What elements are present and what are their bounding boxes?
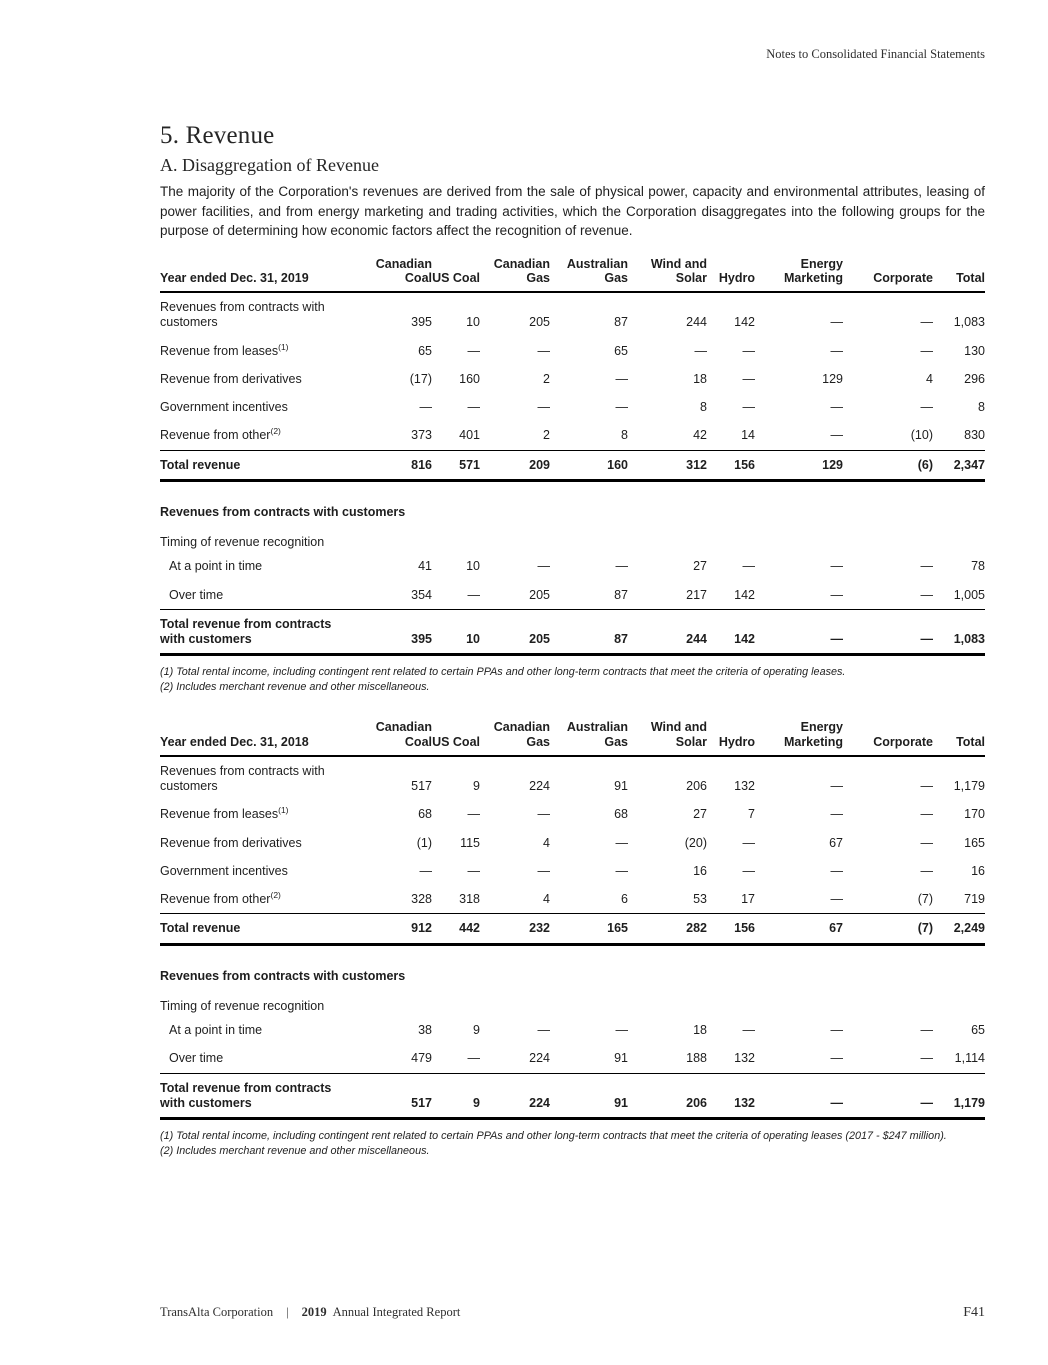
footnote: (2) Includes merchant revenue and other miscellaneous. xyxy=(160,680,430,693)
cell-value: (17) xyxy=(409,371,432,386)
cell-value: — xyxy=(843,1044,933,1073)
cell-value: 10 xyxy=(466,559,480,574)
column-header: Total xyxy=(933,257,985,293)
cell-value: 132 xyxy=(707,1073,755,1119)
row-label: Revenue from derivatives xyxy=(160,371,302,386)
footnote: (1) Total rental income, including contingent rent related to certain PPAs and other long-term contracts that meet the criteria of operating leases (2017 - $247 million). xyxy=(160,1130,947,1142)
cell-value: (1) xyxy=(416,835,432,850)
cell-value: — xyxy=(694,343,707,358)
cell-value: — xyxy=(830,807,843,822)
cell-value: — xyxy=(843,1073,933,1119)
cell-value: 373 xyxy=(360,421,432,450)
cell-value: — xyxy=(742,400,755,414)
column-header: Wind and Solar xyxy=(628,257,707,293)
cell-value: 296 xyxy=(964,371,985,386)
section-title: A. Disaggregation of Revenue xyxy=(160,155,379,175)
cell-value: — xyxy=(830,559,843,574)
cell-value: 160 xyxy=(459,371,480,386)
cell-value: 67 xyxy=(755,914,843,944)
cell-value: 129 xyxy=(755,450,843,480)
cell-value: 8 xyxy=(978,400,985,414)
cell-value: 9 xyxy=(432,1073,480,1119)
cell-value: 115 xyxy=(460,835,480,850)
cell-value: 87 xyxy=(550,609,628,655)
column-header: Corporate xyxy=(843,720,933,756)
cell-value: 517 xyxy=(411,779,432,793)
cell-value: 6 xyxy=(550,885,628,914)
cell-value: 160 xyxy=(550,450,628,480)
cell-value: 87 xyxy=(614,315,628,330)
cell-value: — xyxy=(755,1073,843,1119)
sub-heading-row xyxy=(160,522,985,552)
column-header: Australian Gas xyxy=(550,257,628,293)
data-row xyxy=(160,756,985,801)
total-row xyxy=(160,1073,985,1119)
cell-value: 78 xyxy=(971,559,985,574)
cell-value: — xyxy=(830,779,843,793)
cell-value: 9 xyxy=(473,1023,480,1037)
cell-value: — xyxy=(830,1023,843,1037)
cell-value: — xyxy=(920,315,933,330)
cell-value: 209 xyxy=(480,450,550,480)
table-header-row xyxy=(160,720,985,756)
cell-value: — xyxy=(537,400,550,414)
cell-value: 142 xyxy=(734,315,755,330)
cell-value: 442 xyxy=(432,914,480,944)
table-footnotes xyxy=(160,665,985,694)
running-header: Notes to Consolidated Financial Statements xyxy=(766,47,985,61)
cell-value: 224 xyxy=(480,1073,550,1119)
cell-value: (20) xyxy=(684,835,707,850)
cell-value: — xyxy=(467,343,480,358)
sub-heading-row xyxy=(160,986,985,1016)
column-header: Canadian Coal xyxy=(360,720,432,756)
cell-value: 224 xyxy=(529,779,550,793)
cell-value: 170 xyxy=(964,807,985,822)
cell-value: — xyxy=(467,400,480,414)
row-label: Total revenue from contracts with customers xyxy=(160,1073,360,1119)
data-row xyxy=(160,552,985,580)
row-label: Revenue from derivatives xyxy=(160,835,302,850)
revenue-table xyxy=(160,720,985,1120)
cell-value: 395 xyxy=(411,315,432,330)
intro-paragraph: The majority of the Corporation's revenues are derived from the sale of physical power, capacity and environmental attributes, leasing of power facilities, and from energy marketing and trading activities, which the Corporation disaggregates into the following groups for the purpose of determining how economic factors affect the recognition of revenue. xyxy=(160,184,985,238)
cell-value: 16 xyxy=(693,863,707,878)
cell-value: 91 xyxy=(614,779,628,793)
cell-value: — xyxy=(419,863,432,878)
row-label: Revenue from leases$^{(1)}$ xyxy=(160,341,289,358)
cell-value: (7) xyxy=(843,885,933,914)
cell-value: — xyxy=(615,1023,628,1037)
cell-value: 10 xyxy=(466,315,480,330)
cell-value: 17 xyxy=(707,885,755,914)
cell-value: 328 xyxy=(360,885,432,914)
cell-value: 830 xyxy=(933,421,985,450)
page-title: 5. Revenue xyxy=(160,122,275,149)
row-label: Revenues from contracts with customers xyxy=(160,968,406,983)
page-footer xyxy=(160,1305,985,1321)
row-label: Total revenue xyxy=(160,450,360,480)
cell-value: 205 xyxy=(529,315,550,330)
cell-value: (10) xyxy=(843,421,933,450)
row-label: At a point in time xyxy=(169,1023,263,1037)
cell-value: 130 xyxy=(964,343,985,358)
cell-value: 912 xyxy=(360,914,432,944)
cell-value: 41 xyxy=(418,559,432,574)
revenue-table-2019-block xyxy=(160,257,985,695)
cell-value: 2 xyxy=(480,421,550,450)
cell-value: 479 xyxy=(360,1044,432,1073)
cell-value: — xyxy=(467,863,480,878)
cell-value: — xyxy=(615,863,628,878)
cell-value: 68 xyxy=(614,807,628,822)
cell-value: 27 xyxy=(693,807,707,822)
cell-value: — xyxy=(830,400,843,414)
cell-value: 165 xyxy=(550,914,628,944)
cell-value: (6) xyxy=(843,450,933,480)
cell-value: — xyxy=(755,581,843,610)
cell-value: — xyxy=(537,343,550,358)
footnote-marker: (1) xyxy=(278,805,289,816)
footer-company: TransAlta Corporation xyxy=(160,1305,274,1319)
cell-value: 2 xyxy=(543,371,550,386)
section-heading-row xyxy=(160,480,985,522)
cell-value: 165 xyxy=(964,835,985,850)
cell-value: 87 xyxy=(550,581,628,610)
cell-value: — xyxy=(920,863,933,878)
cell-value: 14 xyxy=(707,421,755,450)
cell-value: 1,179 xyxy=(953,779,985,793)
cell-value: 4 xyxy=(543,835,550,850)
cell-value: 156 xyxy=(707,450,755,480)
row-label: Revenue from leases$^{(1)}$ xyxy=(160,805,289,822)
cell-value: — xyxy=(755,421,843,450)
cell-value: 9 xyxy=(473,779,480,793)
cell-value: — xyxy=(755,1044,843,1073)
total-row xyxy=(160,450,985,480)
cell-value: 1,083 xyxy=(933,609,985,655)
cell-value: 571 xyxy=(432,450,480,480)
column-header: Total xyxy=(933,720,985,756)
cell-value: 312 xyxy=(628,450,707,480)
row-label: Timing of revenue recognition xyxy=(160,535,325,549)
cell-value: 42 xyxy=(628,421,707,450)
cell-value: — xyxy=(920,779,933,793)
footer-report-name: Annual Integrated Report xyxy=(332,1305,461,1319)
page-content xyxy=(160,0,985,1158)
row-label: Over time xyxy=(160,1044,360,1073)
cell-value: — xyxy=(830,343,843,358)
cell-value: 38 xyxy=(418,1023,432,1037)
column-header: Australian Gas xyxy=(550,720,628,756)
cell-value: 132 xyxy=(734,779,755,793)
column-header: Energy Marketing xyxy=(755,720,843,756)
cell-value: (7) xyxy=(843,914,933,944)
cell-value: 53 xyxy=(628,885,707,914)
row-label: Over time xyxy=(160,581,360,610)
cell-value: — xyxy=(432,581,480,610)
cell-value: — xyxy=(920,807,933,822)
footnote-marker: (1) xyxy=(278,341,289,352)
cell-value: 91 xyxy=(550,1044,628,1073)
cell-value: 517 xyxy=(360,1073,432,1119)
section-heading-row xyxy=(160,944,985,986)
cell-value: 244 xyxy=(628,609,707,655)
cell-value: 10 xyxy=(432,609,480,655)
data-row xyxy=(160,337,985,365)
cell-value: 16 xyxy=(971,863,985,878)
cell-value: — xyxy=(755,609,843,655)
cell-value: 188 xyxy=(628,1044,707,1073)
revenue-table xyxy=(160,257,985,657)
cell-value: — xyxy=(920,1023,933,1037)
row-label: Total revenue from contracts with customers xyxy=(160,609,360,655)
total-row xyxy=(160,914,985,944)
data-row xyxy=(160,857,985,885)
cell-value: 129 xyxy=(822,371,843,386)
row-label: Timing of revenue recognition xyxy=(160,998,325,1013)
cell-value: 91 xyxy=(550,1073,628,1119)
cell-value: — xyxy=(843,581,933,610)
cell-value: — xyxy=(742,559,755,574)
cell-value: — xyxy=(920,400,933,414)
cell-value: 354 xyxy=(360,581,432,610)
row-label: Revenue from other$^{(2)}$ xyxy=(160,885,360,914)
cell-value: 7 xyxy=(748,807,755,822)
cell-value: — xyxy=(419,400,432,414)
row-label: Revenues from contracts with customers xyxy=(160,504,406,519)
data-row xyxy=(160,885,985,914)
data-row xyxy=(160,581,985,610)
table-footnotes xyxy=(160,1129,985,1158)
cell-value: 1,005 xyxy=(933,581,985,610)
row-label: Government incentives xyxy=(160,400,288,414)
data-row xyxy=(160,421,985,450)
data-row xyxy=(160,365,985,393)
cell-value: — xyxy=(920,835,933,850)
row-label: At a point in time xyxy=(169,559,263,574)
cell-value: — xyxy=(742,343,755,358)
cell-value: 1,179 xyxy=(933,1073,985,1119)
cell-value: 2,347 xyxy=(933,450,985,480)
cell-value: 206 xyxy=(628,1073,707,1119)
cell-value: — xyxy=(615,835,628,850)
cell-value: 68 xyxy=(418,807,432,822)
cell-value: — xyxy=(537,1023,550,1037)
column-header: Canadian Gas xyxy=(480,257,550,293)
cell-value: — xyxy=(742,835,755,850)
cell-value: — xyxy=(742,863,755,878)
data-row xyxy=(160,393,985,421)
cell-value: 232 xyxy=(480,914,550,944)
cell-value: 2,249 xyxy=(933,914,985,944)
revenue-table-2018-block xyxy=(160,720,985,1158)
row-label: Total revenue xyxy=(160,914,360,944)
cell-value: 1,114 xyxy=(933,1044,985,1073)
cell-value: — xyxy=(537,559,550,574)
cell-value: 217 xyxy=(628,581,707,610)
data-row xyxy=(160,800,985,828)
cell-value: 156 xyxy=(707,914,755,944)
column-header: Energy Marketing xyxy=(755,257,843,293)
cell-value: — xyxy=(537,807,550,822)
data-row xyxy=(160,829,985,857)
cell-value: 8 xyxy=(550,421,628,450)
cell-value: 401 xyxy=(432,421,480,450)
cell-value: 8 xyxy=(700,400,707,414)
column-header: US Coal xyxy=(432,720,480,756)
cell-value: 205 xyxy=(480,609,550,655)
column-header: Hydro xyxy=(707,720,755,756)
cell-value: 18 xyxy=(693,1023,707,1037)
cell-value: 318 xyxy=(432,885,480,914)
cell-value: — xyxy=(615,400,628,414)
cell-value: — xyxy=(742,371,755,386)
footer-page-number: F41 xyxy=(963,1305,985,1320)
cell-value: 132 xyxy=(707,1044,755,1073)
cell-value: 1,083 xyxy=(953,315,985,330)
cell-value: — xyxy=(920,559,933,574)
data-row xyxy=(160,1044,985,1073)
row-label: Revenues from contracts with customers xyxy=(160,300,325,330)
cell-value: — xyxy=(843,609,933,655)
year-label: Year ended Dec. 31, 2018 xyxy=(160,720,360,756)
cell-value: — xyxy=(615,559,628,574)
row-label: Revenues from contracts with customers xyxy=(160,763,325,793)
column-header: US Coal xyxy=(432,257,480,293)
cell-value: — xyxy=(537,863,550,878)
cell-value: 816 xyxy=(360,450,432,480)
column-header: Canadian Gas xyxy=(480,720,550,756)
cell-value: 18 xyxy=(693,371,707,386)
cell-value: 719 xyxy=(933,885,985,914)
cell-value: 142 xyxy=(707,581,755,610)
cell-value: 27 xyxy=(693,559,707,574)
cell-value: — xyxy=(830,863,843,878)
cell-value: 65 xyxy=(418,343,432,358)
row-label: Revenue from other$^{(2)}$ xyxy=(160,421,360,450)
footnote: (2) Includes merchant revenue and other miscellaneous. xyxy=(160,1144,430,1157)
cell-value: 4 xyxy=(480,885,550,914)
footer-year: 2019 xyxy=(301,1305,327,1319)
column-header: Canadian Coal xyxy=(360,257,432,293)
cell-value: — xyxy=(920,343,933,358)
cell-value: 244 xyxy=(686,315,707,330)
data-row xyxy=(160,1016,985,1044)
data-row xyxy=(160,292,985,337)
cell-value: 224 xyxy=(480,1044,550,1073)
cell-value: — xyxy=(755,885,843,914)
cell-value: 282 xyxy=(628,914,707,944)
cell-value: — xyxy=(742,1023,755,1037)
cell-value: 142 xyxy=(707,609,755,655)
column-header: Wind and Solar xyxy=(628,720,707,756)
column-header: Corporate xyxy=(843,257,933,293)
cell-value: — xyxy=(467,807,480,822)
cell-value: 395 xyxy=(360,609,432,655)
footer-separator: | xyxy=(286,1305,289,1319)
total-row xyxy=(160,609,985,655)
cell-value: — xyxy=(615,371,628,386)
cell-value: 65 xyxy=(614,343,628,358)
cell-value: — xyxy=(432,1044,480,1073)
row-label: Government incentives xyxy=(160,863,288,878)
footnote-marker: (2) xyxy=(270,426,281,437)
cell-value: 67 xyxy=(829,835,843,850)
footnote: (1) Total rental income, including contingent rent related to certain PPAs and other long-term contracts that meet the criteria of operating leases. xyxy=(160,666,846,679)
table-header-row xyxy=(160,257,985,293)
cell-value: 206 xyxy=(686,779,707,793)
column-header: Hydro xyxy=(707,257,755,293)
cell-value: 4 xyxy=(926,371,933,386)
cell-value: — xyxy=(830,315,843,330)
year-label: Year ended Dec. 31, 2019 xyxy=(160,257,360,293)
cell-value: 65 xyxy=(971,1023,985,1037)
cell-value: 205 xyxy=(480,581,550,610)
footnote-marker: (2) xyxy=(270,890,281,900)
